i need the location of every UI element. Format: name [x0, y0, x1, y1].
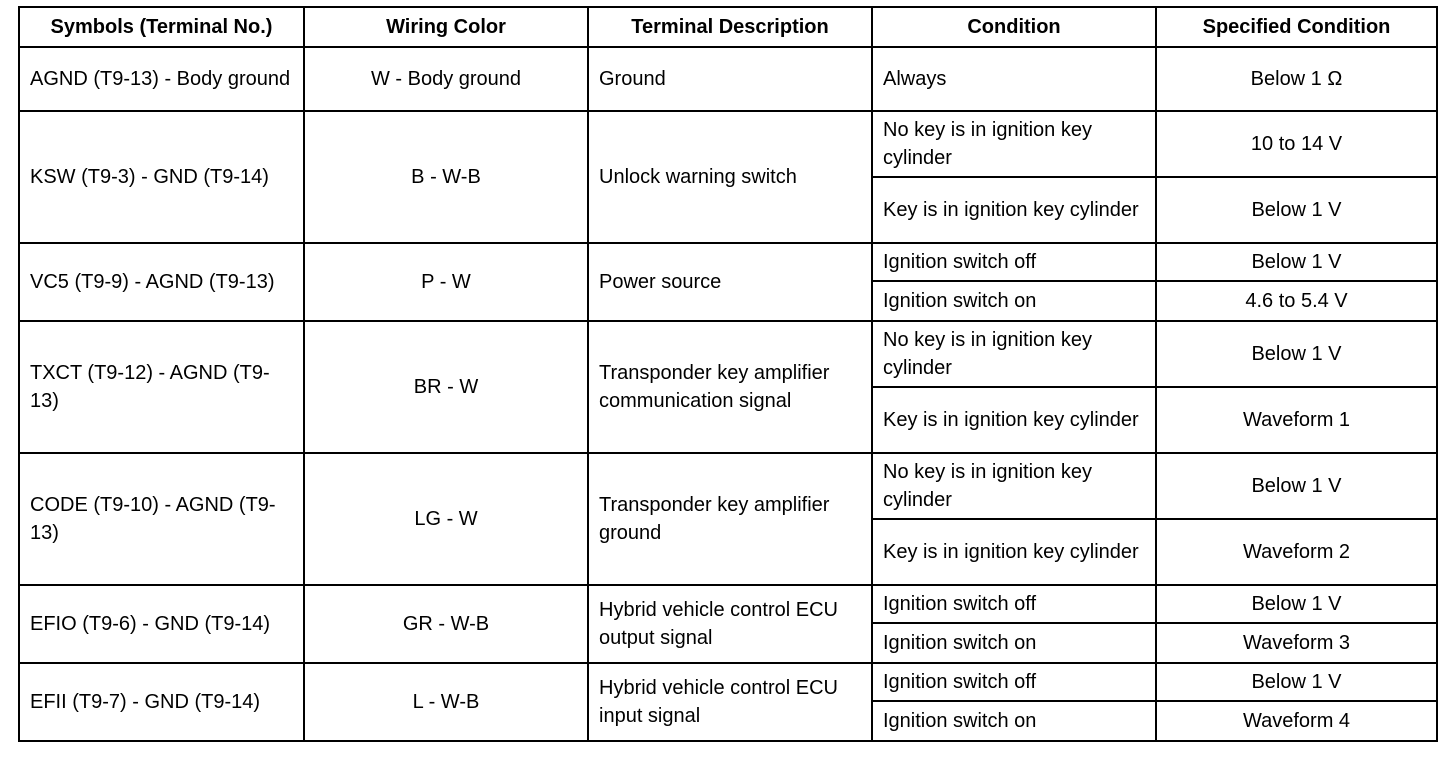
symbol-cell: EFIO (T9-6) - GND (T9-14) [19, 585, 304, 663]
condition-cell: Ignition switch off [872, 243, 1156, 281]
wiring-cell: P - W [304, 243, 588, 321]
specified-cell: 10 to 14 V [1156, 111, 1437, 177]
symbol-cell: CODE (T9-10) - AGND (T9-13) [19, 453, 304, 585]
specified-cell: Below 1 V [1156, 243, 1437, 281]
condition-cell: Ignition switch on [872, 281, 1156, 321]
condition-cell: Key is in ignition key cylinder [872, 519, 1156, 585]
table-row [19, 321, 1437, 387]
description-cell: Power source [588, 243, 872, 321]
wiring-cell: BR - W [304, 321, 588, 453]
condition-cell: Ignition switch on [872, 623, 1156, 663]
condition-cell: Ignition switch on [872, 701, 1156, 741]
description-cell: Unlock warning switch [588, 111, 872, 243]
specified-cell: Below 1 V [1156, 321, 1437, 387]
wiring-cell: B - W-B [304, 111, 588, 243]
specified-cell: Below 1 V [1156, 663, 1437, 701]
header-specified-condition: Specified Condition [1156, 7, 1437, 47]
symbol-cell: KSW (T9-3) - GND (T9-14) [19, 111, 304, 243]
specified-cell: 4.6 to 5.4 V [1156, 281, 1437, 321]
condition-cell: No key is in ignition key cylinder [872, 453, 1156, 519]
specified-cell: Below 1 V [1156, 453, 1437, 519]
wiring-cell: W - Body ground [304, 47, 588, 111]
condition-cell: No key is in ignition key cylinder [872, 321, 1156, 387]
wiring-cell: L - W-B [304, 663, 588, 741]
wiring-cell: LG - W [304, 453, 588, 585]
condition-cell: Ignition switch off [872, 663, 1156, 701]
specified-cell: Below 1 V [1156, 177, 1437, 243]
specified-cell: Waveform 3 [1156, 623, 1437, 663]
table-row [19, 453, 1437, 519]
header-row [19, 7, 1437, 47]
symbol-cell: VC5 (T9-9) - AGND (T9-13) [19, 243, 304, 321]
specified-cell: Below 1 Ω [1156, 47, 1437, 111]
symbol-cell: EFII (T9-7) - GND (T9-14) [19, 663, 304, 741]
table-row [19, 243, 1437, 281]
specified-cell: Waveform 2 [1156, 519, 1437, 585]
description-cell: Transponder key amplifier communication signal [588, 321, 872, 453]
specified-cell: Below 1 V [1156, 585, 1437, 623]
description-cell: Transponder key amplifier ground [588, 453, 872, 585]
description-cell: Hybrid vehicle control ECU output signal [588, 585, 872, 663]
specified-cell: Waveform 4 [1156, 701, 1437, 741]
symbol-cell: TXCT (T9-12) - AGND (T9-13) [19, 321, 304, 453]
description-cell: Hybrid vehicle control ECU input signal [588, 663, 872, 741]
wiring-cell: GR - W-B [304, 585, 588, 663]
header-symbols: Symbols (Terminal No.) [19, 7, 304, 47]
table-row [19, 663, 1437, 701]
header-terminal-description: Terminal Description [588, 7, 872, 47]
table-row [19, 111, 1437, 177]
condition-cell: Key is in ignition key cylinder [872, 387, 1156, 453]
condition-cell: Ignition switch off [872, 585, 1156, 623]
header-condition: Condition [872, 7, 1156, 47]
symbol-cell: AGND (T9-13) - Body ground [19, 47, 304, 111]
table-row [19, 585, 1437, 623]
description-cell: Ground [588, 47, 872, 111]
condition-cell: No key is in ignition key cylinder [872, 111, 1156, 177]
condition-cell: Always [872, 47, 1156, 111]
specified-cell: Waveform 1 [1156, 387, 1437, 453]
header-wiring-color: Wiring Color [304, 7, 588, 47]
table-row [19, 47, 1437, 111]
condition-cell: Key is in ignition key cylinder [872, 177, 1156, 243]
terminal-spec-table [18, 6, 1438, 742]
